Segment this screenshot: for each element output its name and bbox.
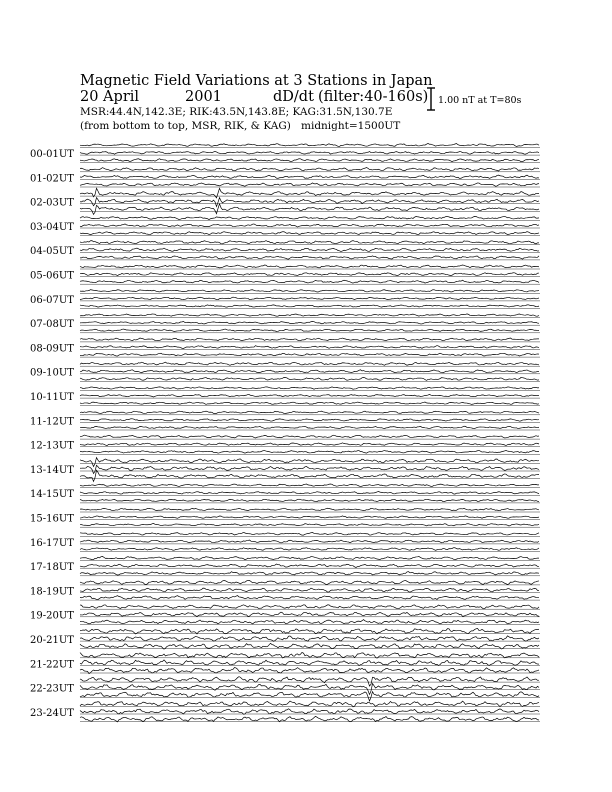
trace-msr — [80, 256, 539, 259]
trace-kag — [80, 435, 539, 438]
trace-kag — [80, 168, 539, 171]
trace-kag — [80, 652, 539, 658]
trace-msr — [80, 668, 539, 674]
trace-kag — [80, 628, 539, 634]
trace-rik — [80, 198, 539, 207]
trace-kag — [80, 701, 539, 707]
trace-msr — [80, 305, 539, 307]
trace-rik — [80, 491, 539, 494]
order-note: (from bottom to top, MSR, RIK, & KAG) — [80, 120, 291, 132]
row-label: 13-14UT — [30, 464, 74, 476]
trace-msr — [80, 159, 539, 162]
trace-msr — [80, 470, 539, 481]
trace-kag — [80, 484, 539, 487]
row-label: 18-19UT — [30, 586, 74, 598]
trace-rik — [80, 636, 539, 641]
trace-rik — [80, 394, 539, 397]
trace-rik — [80, 151, 539, 154]
trace-kag — [80, 532, 539, 535]
trace-rik — [80, 540, 539, 543]
row-label: 09-10UT — [30, 367, 74, 379]
trace-msr — [80, 426, 539, 428]
trace-msr — [80, 232, 539, 235]
trace-kag — [80, 508, 539, 510]
row-label: 03-04UT — [30, 221, 74, 233]
trace-msr — [80, 402, 539, 404]
trace-rik — [80, 175, 539, 178]
trace-kag — [80, 411, 539, 413]
trace-rik — [80, 660, 539, 666]
scale-bar-label: 1.00 nT at T=80s — [438, 95, 522, 106]
row-label: 15-16UT — [30, 513, 74, 525]
trace-msr — [80, 643, 539, 649]
trace-msr — [80, 377, 539, 380]
trace-kag — [80, 290, 539, 292]
trace-rik — [80, 465, 539, 473]
trace-rik — [80, 321, 539, 324]
trace-rik — [80, 273, 539, 276]
row-label: 05-06UT — [30, 270, 74, 282]
trace-rik — [80, 709, 539, 714]
trace-kag — [80, 265, 539, 268]
stations-line: MSR:44.4N,142.3E; RIK:43.5N,143.8E; KAG:31.5N,130.7E — [80, 106, 393, 118]
row-label: 19-20UT — [30, 610, 74, 622]
trace-kag — [80, 338, 539, 341]
row-label: 16-17UT — [30, 537, 74, 549]
row-label: 01-02UT — [30, 173, 74, 185]
row-label: 20-21UT — [30, 635, 74, 646]
trace-rik — [80, 419, 539, 421]
trace-rows — [30, 143, 540, 721]
trace-kag — [80, 387, 539, 389]
trace-rik — [80, 224, 539, 227]
trace-kag — [80, 677, 539, 686]
quantity-label: dD/dt — [273, 89, 314, 105]
row-label: 23-24UT — [30, 707, 74, 719]
filter-label: (filter:40-160s) — [318, 89, 429, 105]
trace-msr — [80, 353, 539, 356]
trace-rik — [80, 370, 539, 373]
row-label: 17-18UT — [30, 562, 74, 574]
trace-kag — [80, 556, 539, 559]
trace-msr — [80, 183, 539, 186]
midnight-note: midnight=1500UT — [301, 120, 401, 132]
trace-msr — [80, 572, 539, 575]
trace-msr — [80, 692, 539, 701]
row-label: 07-08UT — [30, 319, 74, 331]
trace-msr — [80, 499, 539, 501]
trace-msr — [80, 548, 539, 551]
trace-rik — [80, 612, 539, 616]
row-label: 06-07UT — [30, 294, 74, 306]
row-label: 12-13UT — [30, 440, 74, 452]
trace-msr — [80, 280, 539, 283]
trace-kag — [80, 241, 539, 244]
trace-rik — [80, 516, 539, 518]
date-label: 20 April — [80, 89, 140, 105]
trace-msr — [80, 716, 539, 722]
trace-msr — [80, 204, 539, 215]
trace-kag — [80, 605, 539, 609]
row-label: 11-12UT — [30, 416, 74, 428]
trace-kag — [80, 458, 539, 467]
trace-msr — [80, 329, 539, 332]
row-label: 00-01UT — [30, 149, 74, 160]
trace-rik — [80, 443, 539, 446]
row-label: 08-09UT — [30, 343, 74, 355]
trace-msr — [80, 523, 539, 526]
trace-rik — [80, 564, 539, 567]
row-label: 21-22UT — [30, 659, 74, 671]
trace-rik — [80, 248, 539, 251]
row-label: 14-15UT — [30, 489, 74, 501]
trace-msr — [80, 450, 539, 453]
trace-rik — [80, 588, 539, 592]
year-label: 2001 — [185, 89, 222, 105]
trace-kag — [80, 216, 539, 219]
trace-kag — [80, 143, 539, 146]
trace-msr — [80, 620, 539, 624]
trace-msr — [80, 596, 539, 600]
row-label: 10-11UT — [30, 392, 74, 403]
figure-title: Magnetic Field Variations at 3 Stations in Japan — [80, 73, 433, 89]
trace-kag — [80, 362, 539, 365]
trace-kag — [80, 188, 539, 198]
trace-rik — [80, 346, 539, 349]
row-label: 02-03UT — [30, 197, 74, 209]
row-label: 04-05UT — [30, 246, 74, 258]
trace-kag — [80, 580, 539, 584]
trace-kag — [80, 314, 539, 316]
trace-rik — [80, 297, 539, 300]
row-label: 22-23UT — [30, 683, 74, 695]
